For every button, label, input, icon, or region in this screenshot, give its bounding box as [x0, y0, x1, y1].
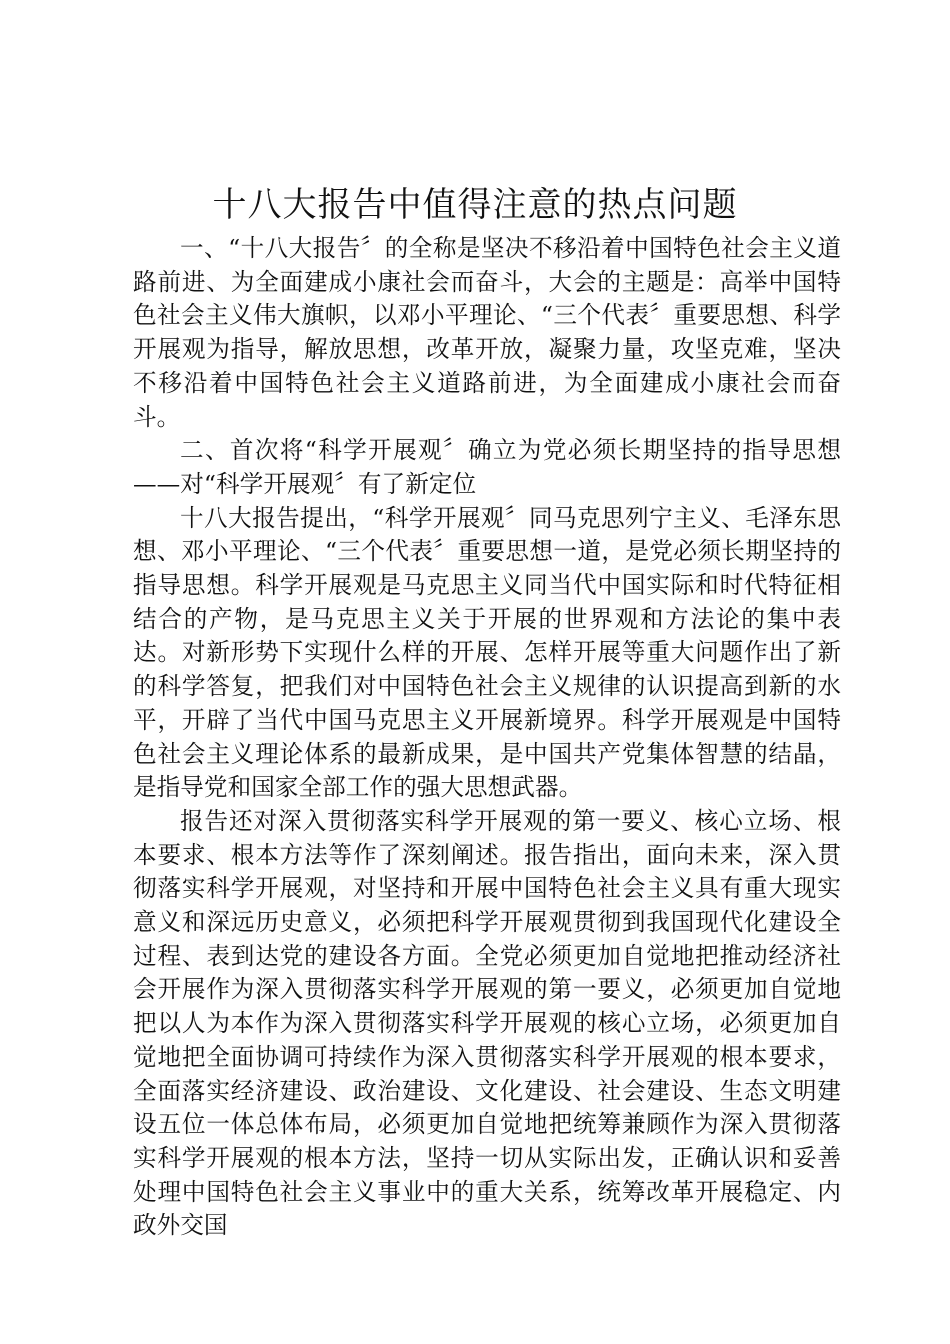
paragraph-1: 一、“十八大报告〞的全称是坚决不移沿着中国特色社会主义道路前进、为全面建成小康社会而奋斗，大会的主题是：高举中国特色社会主义伟大旗帜，以邓小平理论、“三个代表〞重要思想、科学开展观为指导，解放思想，改革开放，凝聚力量，攻坚克难，坚决不移沿着中国特色社会主义道路前进，为全面建成小康社会而奋斗。 [133, 234, 841, 431]
paragraph-2: 二、首次将“科学开展观〞确立为党必须长期坚持的指导思想——对“科学开展观〞有了新定位 [133, 436, 841, 498]
document-title: 十八大报告中值得注意的热点问题 [212, 185, 738, 225]
paragraph-3: 十八大报告提出，“科学开展观〞同马克思列宁主义、毛泽东思想、邓小平理论、“三个代表〞重要思想一道，是党必须长期坚持的指导思想。科学开展观是马克思主义同当代中国实际和时代特征相结合的产物，是马克思主义关于开展的世界观和方法论的集中表达。对新形势下实现什么样的开展、怎样开展等重大问题作出了新的科学答复，把我们对中国特色社会主义规律的认识提高到新的水平，开辟了当代中国马克思主义开展新境界。科学开展观是中国特色社会主义理论体系的最新成果，是中国共产党集体智慧的结晶，是指导党和国家全部工作的强大思想武器。 [133, 503, 841, 802]
document-body [133, 232, 841, 1243]
paragraph-4: 报告还对深入贯彻落实科学开展观的第一要义、核心立场、根本要求、根本方法等作了深刻阐述。报告指出，面向未来，深入贯彻落实科学开展观，对坚持和开展中国特色社会主义具有重大现实意义和深远历史意义，必须把科学开展观贯彻到我国现代化建设全过程、表到达党的建设各方面。全党必须更加自觉地把推动经济社会开展作为深入贯彻落实科学开展观的第一要义，必须更加自觉地把以人为本作为深入贯彻落实科学开展观的核心立场，必须更加自觉地把全面协调可持续作为深入贯彻落实科学开展观的根本要求，全面落实经济建设、政治建设、文化建设、社会建设、生态文明建设五位一体总体布局，必须更加自觉地把统筹兼顾作为深入贯彻落实科学开展观的根本方法，坚持一切从实际出发，正确认识和妥善处理中国特色社会主义事业中的重大关系，统筹改革开展稳定、内政外交国 [133, 806, 841, 1240]
